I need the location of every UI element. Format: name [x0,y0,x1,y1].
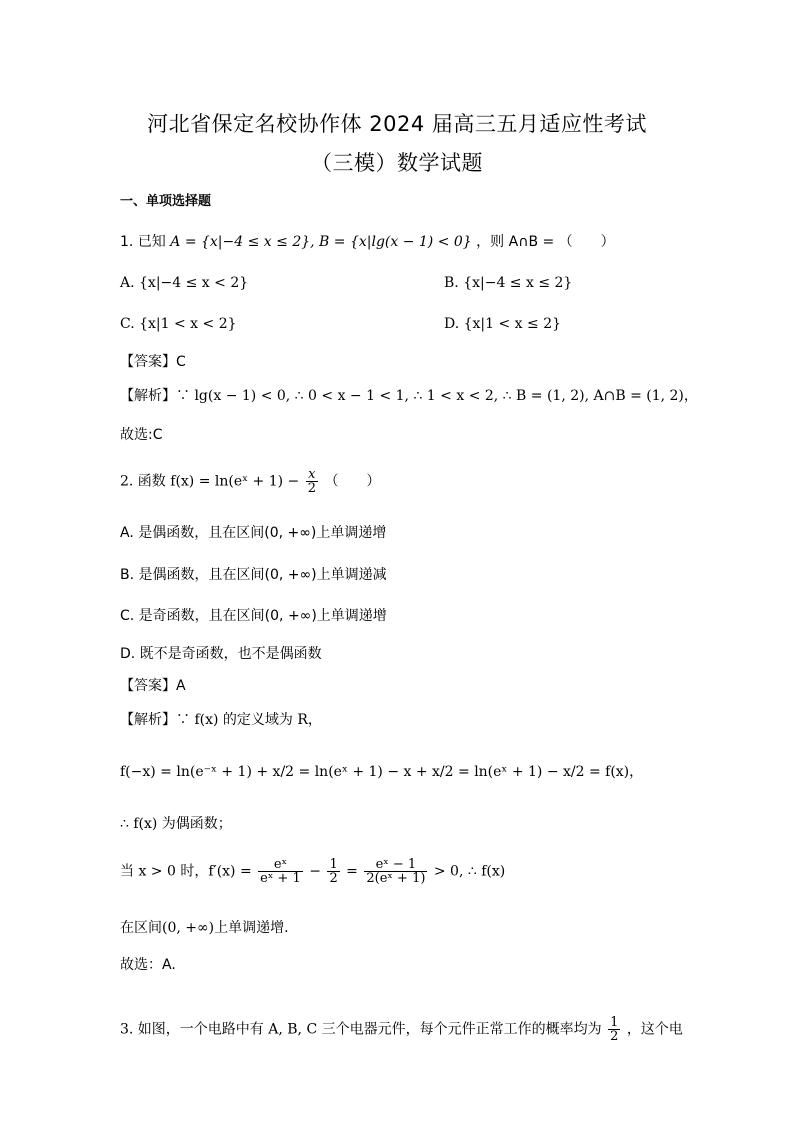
q2-derivative-fraction-3 [364,858,427,885]
q2-option-c: C. 是奇函数，且在区间(0, +∞)上单调递增 [120,608,387,624]
doc-title-line2: （三模）数学试题 [311,151,483,175]
q2-option-b: B. 是偶函数，且在区间(0, +∞)上单调递减 [120,567,387,583]
q1-set-definitions: A = {x|−4 ≤ x ≤ 2}, B = {x|lg(x − 1) < 0} [170,234,472,250]
q1-option-b: B. {x|−4 ≤ x ≤ 2} [444,275,573,291]
q2-stem-fraction-denominator: 2 [307,481,316,496]
q1-answer: 【答案】C [120,354,186,370]
q2-analysis-line3: ∴ f(x) 为偶函数； [120,816,232,832]
q2-derivative-tail: > 0, ∴ f(x) [433,863,506,880]
q2-analysis-line5: 在区间(0, +∞)上单调递增. [120,920,289,936]
q2-conclusion: 故选：A. [120,957,176,973]
q1-conclusion: 故选:C [120,427,163,443]
q2-derivative-minus: − [309,863,321,880]
q1-option-d: D. {x|1 < x ≤ 2} [444,316,562,332]
q2-derivative-fraction-2 [327,858,339,885]
q2-stem-tail: （ ） [324,473,381,490]
q2-derivative-fraction-1 [258,858,303,885]
q2-derivative-fraction-3-denominator: 2(eˣ + 1) [366,871,426,886]
q1-analysis: 【解析】∵ lg(x − 1) < 0, ∴ 0 < x − 1 < 1, ∴ 1 < x < 2, ∴ B = (1, 2), A∩B = (1, 2)， [120,388,698,404]
q2-option-d: D. 既不是奇函数，也不是偶函数 [120,646,322,662]
q1-suffix: ，则 A∩B = （ ） [476,234,615,250]
q1-option-a: A. {x|−4 ≤ x < 2} [120,275,249,291]
q2-derivative-fraction-1-numerator: eˣ [273,857,288,872]
q2-derivative-fraction-3-numerator: eˣ − 1 [375,857,417,872]
q2-stem-fraction-numerator: x [308,467,316,482]
q2-analysis-line4 [120,858,505,885]
q2-stem-text: 2. 函数 f(x) = ln(eˣ + 1) − [120,473,300,490]
q3-stem-tail: ，这个电 [626,1021,683,1038]
q3-stem [120,1016,683,1043]
q2-analysis-line1: 【解析】∵ f(x) 的定义域为 R， [120,712,322,728]
q3-stem-text: 3. 如图，一个电路中有 A, B, C 三个电器元件，每个元件正常工作的概率均为 [120,1021,602,1038]
q2-derivative-fraction-1-denominator: eˣ + 1 [260,871,301,886]
q1-option-c: C. {x|1 < x < 2} [120,316,237,332]
q1-number: 1. [120,234,134,250]
doc-title-line1: 河北省保定名校协作体 2024 届高三五月适应性考试 [147,112,647,136]
q3-stem-fraction-numerator: 1 [610,1015,619,1030]
q2-option-a: A. 是偶函数，且在区间(0, +∞)上单调递增 [120,525,387,541]
q2-stem [120,468,380,495]
q2-stem-fraction [306,468,318,495]
q2-answer: 【答案】A [120,678,186,694]
q2-derivative-equals: = [346,863,358,880]
section-heading: 一、单项选择题 [120,194,212,209]
q2-derivative-fraction-2-numerator: 1 [329,857,338,872]
q2-derivative-lead: 当 x > 0 时，f′(x) = [120,863,252,880]
q3-stem-fraction [608,1016,620,1043]
q1-prefix: 已知 [137,234,166,250]
q2-analysis-line2: f(−x) = ln(e⁻ˣ + 1) + x/2 = ln(eˣ + 1) − x + x/2 = ln(eˣ + 1) − x/2 = f(x)， [120,764,644,780]
q3-stem-fraction-denominator: 2 [610,1029,619,1044]
q1-stem [120,232,615,252]
q2-derivative-fraction-2-denominator: 2 [329,871,338,886]
